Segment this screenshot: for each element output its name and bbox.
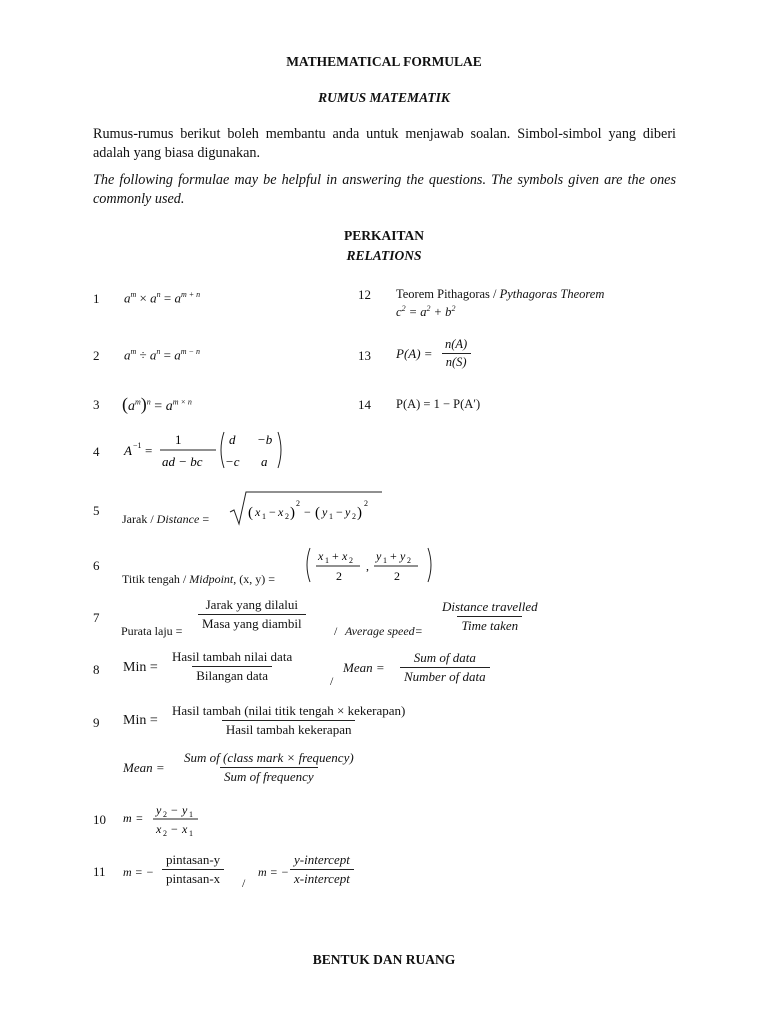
item-number: 7 [93,610,100,625]
svg-text:1: 1 [189,829,193,838]
pythagoras-label [396,287,604,302]
formula-midpoint [304,544,440,586]
svg-text:1: 1 [189,810,193,819]
svg-text:1: 1 [329,512,333,521]
speed-fraction-malay [198,597,306,632]
svg-text:y: y [182,803,188,817]
mean-fraction-english [400,650,490,685]
pythagoras-prefix: Teorem Pithagoras / [396,287,500,301]
svg-text:−b: −b [257,432,273,447]
svg-text:x: x [156,822,162,836]
grouped-denominator: Hasil tambah kekerapan [222,720,356,738]
intercept-numerator: pintasan-y [166,852,221,867]
svg-text:y: y [400,549,406,563]
item-number: 3 [93,397,100,412]
formula-complement-probability: P(A) = 1 − P(A′) [396,397,481,411]
speed-denominator-english: Time taken [457,616,522,634]
svg-text:y: y [345,505,351,519]
item-number: 13 [358,348,371,363]
svg-text:2: 2 [349,556,353,565]
svg-text:a: a [261,454,268,469]
svg-text:−: − [304,505,311,519]
svg-text:−c: −c [225,454,240,469]
midpoint-label [122,572,275,587]
svg-text:=: = [136,811,143,825]
svg-text:2: 2 [394,569,400,583]
item-number: 4 [93,444,100,459]
section-subtitle: RELATIONS [346,248,422,263]
item-number: 8 [93,662,100,677]
svg-text:x: x [342,549,348,563]
item-number: 10 [93,812,106,827]
formula-index-multiply: $a^m \times a^n = a^{m + n}$ [124,290,201,306]
grouped-denominator-english: Sum of frequency [220,767,318,785]
svg-text:,: , [366,559,369,573]
svg-text:2: 2 [364,499,368,508]
item-number: 14 [358,397,371,412]
svg-text:x: x [182,822,188,836]
speed-numerator: Jarak yang dilalui [205,597,299,612]
item-number: 2 [93,348,100,363]
slash-separator: / [334,624,338,638]
probability-numerator: n(A) [445,337,468,351]
formula-gradient [120,800,220,840]
item-number: 11 [93,864,106,879]
page-subtitle: RUMUS MATEMATIK [318,90,450,105]
m-equals-negative-english: m = − [258,865,289,879]
svg-text:−: − [336,505,343,519]
svg-text:2: 2 [285,512,289,521]
svg-text:): ) [290,505,295,521]
slash-separator: / [242,876,246,890]
svg-text:−: − [171,822,178,836]
intercept-denominator-english: x-intercept [290,869,354,887]
intro-english: The following formulae may be helpful in answering the questions. The symbols given are the ones commonly used. [93,172,676,207]
section-title: PERKAITAN [343,228,424,243]
intercept-denominator: pintasan-x [162,869,224,887]
mean-numerator: Hasil tambah nilai data [172,649,293,664]
midpoint-suffix: , (x, y) = [233,572,275,586]
svg-text:d: d [229,432,236,447]
svg-text:x: x [255,505,261,519]
svg-text:−1: −1 [133,441,142,450]
grouped-mean-fraction-malay [168,703,409,738]
svg-text:y: y [156,803,162,817]
distance-prefix: Jarak / [122,512,157,526]
formula-inverse-matrix [120,426,292,474]
svg-text:y: y [376,549,382,563]
svg-text:−: − [171,803,178,817]
probability-fraction [441,337,471,370]
grouped-mean-fraction-english [180,750,358,785]
item-number: 9 [93,715,100,730]
item-number: 6 [93,558,100,573]
svg-text:2: 2 [296,499,300,508]
svg-text:1: 1 [383,556,387,565]
grouped-numerator: Hasil tambah (nilai titik tengah × kekerapan) [172,703,406,718]
mean-label: Mean = [123,760,165,775]
svg-text:+: + [390,549,397,563]
svg-text:=: = [145,443,153,458]
m-equals-negative: m = − [123,865,154,879]
formula-index-power: $(a^m)^n = a^{m \times n}$ [122,394,192,414]
mean-denominator: Bilangan data [192,666,272,684]
distance-label [122,512,209,527]
svg-text:(: ( [315,505,320,521]
min-label: Min = [123,713,158,728]
svg-text:A: A [124,443,132,458]
svg-text:2: 2 [352,512,356,521]
formula-pythagoras: $c^2 = a^2 + b^2$ [396,304,456,320]
speed-label-english: Average speed= [345,624,423,638]
svg-text:x: x [318,549,324,563]
intercept-numerator-english: y-intercept [294,852,350,867]
footer-section-title: BENTUK DAN RUANG [312,952,456,967]
svg-text:m: m [123,811,132,825]
svg-text:(: ( [248,505,253,521]
grouped-numerator-english: Sum of (class mark × frequency) [184,750,354,765]
svg-text:1: 1 [262,512,266,521]
item-number: 1 [93,291,100,306]
svg-text:y: y [322,505,328,519]
formula-index-divide: $a^m \div a^n = a^{m - n}$ [124,347,200,363]
intercept-fraction-malay [162,852,224,887]
probability-label: P(A) = [396,346,433,361]
pythagoras-english: Pythagoras Theorem [499,287,605,301]
midpoint-prefix: Titik tengah / [122,572,190,586]
formula-distance [226,488,386,528]
svg-text:2: 2 [407,556,411,565]
svg-text:x: x [278,505,284,519]
svg-text:+: + [332,549,339,563]
intro-malay: Rumus-rumus berikut boleh membantu anda untuk menjawab soalan. Simbol-simbol yang diberi adalah yang biasa digunakan. [93,126,676,161]
svg-text:1: 1 [325,556,329,565]
mean-numerator-english: Sum of data [413,650,476,665]
distance-english: Distance [156,512,200,526]
svg-text:2: 2 [163,829,167,838]
speed-numerator-english: Distance travelled [442,599,538,614]
item-number: 12 [358,287,371,302]
speed-denominator: Masa yang diambil [198,614,306,632]
probability-denominator: n(S) [442,353,471,370]
svg-text:−: − [269,505,276,519]
mean-label: Mean = [343,660,385,675]
speed-label-malay: Purata laju = [121,624,183,638]
min-label: Min = [123,660,158,675]
speed-fraction-english [438,599,542,634]
intercept-fraction-english [290,852,354,887]
midpoint-english: Midpoint [189,572,234,586]
svg-text:2: 2 [336,569,342,583]
page-title: MATHEMATICAL FORMULAE [286,54,482,69]
svg-text:1: 1 [175,432,182,447]
svg-text:): ) [357,505,362,521]
slash-separator: / [330,674,334,688]
mean-fraction-malay [168,649,296,684]
svg-text:ad − bc: ad − bc [162,454,203,469]
svg-text:2: 2 [163,810,167,819]
item-number: 5 [93,503,100,518]
mean-denominator-english: Number of data [400,667,490,685]
distance-equals: = [199,512,210,526]
